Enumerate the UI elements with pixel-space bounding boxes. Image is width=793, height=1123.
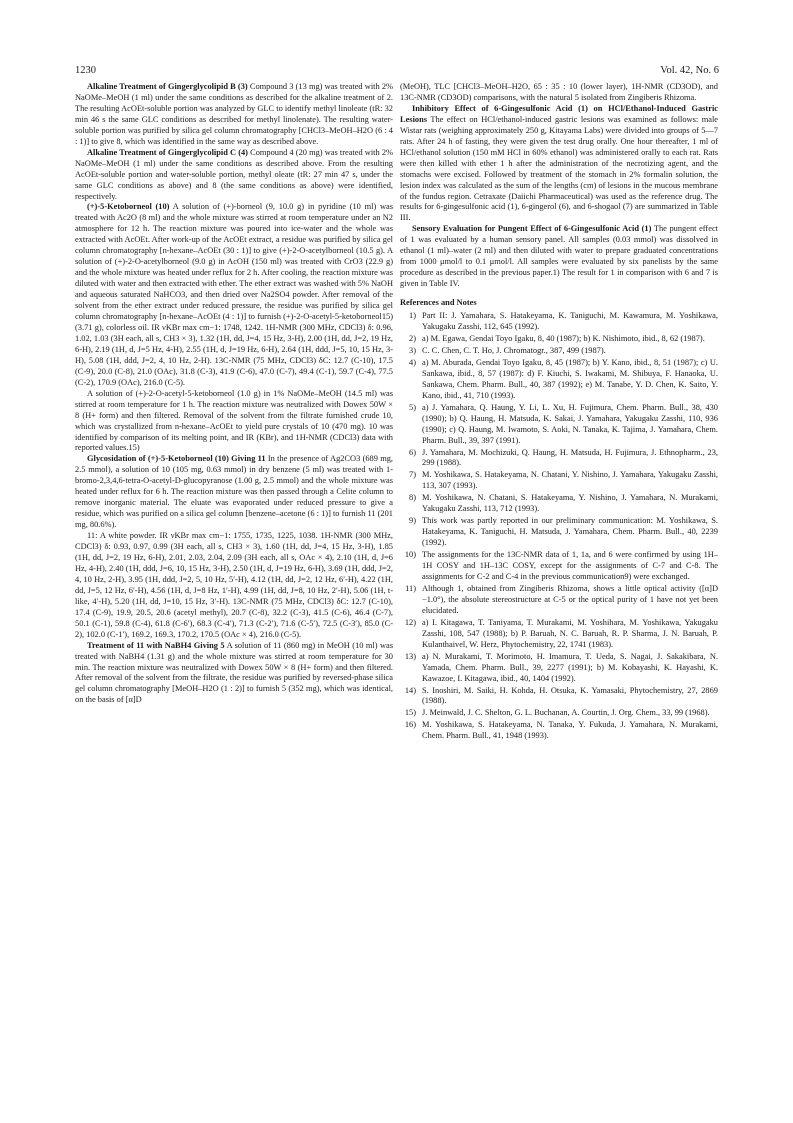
page-number: 1230	[75, 65, 96, 76]
paragraph-compound-11	[75, 531, 393, 641]
paragraph-heading: Treatment of 11 with NaBH4 Giving 5	[87, 640, 225, 650]
reference-text: a) M. Egawa, Gendai Toyo Igaku, 8, 40 (1987); b) K. Nishimoto, ibid., 8, 62 (1987).	[422, 333, 705, 343]
reference-text: M. Yoshikawa, S. Hatakeyama, N. Tanaka, Y. Fukuda, J. Yamahara, N. Murakami, Chem. Pharm. Bull., 41, 1948 (1993).	[422, 720, 718, 741]
references-heading: References and Notes	[400, 298, 477, 308]
paragraph-heading: Alkaline Treatment of Gingerglycolipid C (4)	[87, 147, 248, 157]
paragraph-nabh4	[75, 641, 393, 707]
reference-text: M. Yoshikawa, S. Hatakeyama, N. Chatani, Y. Nishino, J. Yamahara, Yakugaku Zasshi, 113, 307 (1993).	[422, 470, 718, 491]
left-column	[75, 82, 393, 706]
reference-item	[400, 311, 718, 333]
reference-number: 3)	[409, 345, 416, 355]
reference-number: 12)	[404, 617, 416, 627]
paragraph-text: In the presence of Ag2CO3 (689 mg, 2.5 mmol), a solution of 10 (105 mg, 0.63 mmol) in dry benzene (5 ml) was treated with 1-bromo-2,3,4,6-tetra-O-acetyl-D-glucopyranose (1.00 g, 2.5 mmol) and the whole mixture was heated under reflux for 6 h. The reaction mixture was then passed through a Celite column to remove inorganic material. The eluate was evaporated under reduced pressure to give a residue, which was purified on a silica gel column [benzene–acetone (6 : 1)] to furnish 11 (201 mg, 80.6%).	[75, 454, 393, 530]
paragraph-text: Compound 4 (20 mg) was treated with 2% NaOMe–MeOH (1 ml) under the same conditions as described above. From the resulting AcOEt-soluble portion and water-soluble portion, methyl oleate (tR: 27 min 47 s, under the same GLC conditions as above) and 8 (the same conditions as above) were identified, respectively.	[75, 147, 393, 201]
paragraph-ketoborneol-hydrolysis	[75, 389, 393, 455]
references-list	[400, 311, 718, 742]
paragraph-heading: Glycosidation of (+)-5-Ketoborneol (10) Giving 11	[87, 454, 266, 464]
reference-number: 13)	[404, 651, 416, 661]
paragraph-ketoborneol	[75, 202, 393, 388]
reference-number: 16)	[404, 720, 416, 730]
reference-text: C. C. Chen, C. T. Ho, J. Chromatogr., 387, 499 (1987).	[422, 345, 606, 355]
reference-text: S. Inoshiri, M. Saiki, H. Kohda, H. Otsuka, K. Yamasaki, Phytochemistry, 27, 2869 (1988).	[422, 685, 718, 706]
reference-number: 9)	[409, 516, 416, 526]
reference-text: Part II: J. Yamahara, S. Hatakeyama, K. Taniguchi, M. Kawamura, M. Yoshikawa, Yakugaku Zasshi, 112, 645 (1992).	[422, 311, 718, 332]
paragraph-glycosidation	[75, 454, 393, 531]
paragraph-text: A solution of 11 (860 mg) in MeOH (10 ml) was treated with NaBH4 (1.31 g) and the whole mixture was stirred at room temperature for 30 min. The reaction mixture was neutralized with Dowex 50W × 8 (H+ form) and then filtered. After removal of the solvent from the filtrate, the residue was purified by reversed-phase silica gel column chromatography [MeOH–H2O (1 : 2)] to furnish 5 (352 mg), which was identical, on the basis of [α]D	[75, 640, 393, 705]
paragraph-text: The pungent effect of 1 was evaluated by a human sensory panel. All samples (0.03 mmol) was dissolved in ethanol (1 ml)–water (2 ml) and then diluted with water to prepare graduated concentrations from 1000 μmol/l to 0.1 μmol/l. All samples were evaluated by six panelists by the same procedure as described in the previous paper.1) The result for 1 in comparison with 6 and 7 is given in Table IV.	[400, 224, 718, 289]
reference-number: 11)	[405, 583, 416, 593]
reference-item	[400, 618, 718, 651]
paragraph-text: 11: A white powder. IR νKBr max cm−1: 1755, 1735, 1225, 1038. 1H-NMR (300 MHz, CDCl3) δ: 0.93, 0.97, 0.99 (3H each, all s, CH3 × 3), 1.60 (1H, dd, J=4, 15 Hz, 3-H), 1.85 (1H, dd, J=2, 19 Hz, 6-H), 2.01, 2.03, 2.04, 2.09 (3H each, all s, OAc × 4), 2.10 (1H, d, J=6 Hz, 4-H), 2.40 (1H, ddd, J=6, 10, 15 Hz, 3-H), 2.50 (1H, d, J=19 Hz, 6-H), 3.69 (1H, ddd, J=2, 4, 10 Hz, 2-H), 3.95 (1H, ddd, J=2, 5, 10 Hz, 5′-H), 4.12 (1H, dd, J=2, 12 Hz, 6′-H), 4.22 (1H, dd, J=5, 12 Hz, 6′-H), 4.56 (1H, d, J=8 Hz, 1′-H), 4.99 (1H, dd, J=8, 10 Hz, 2′-H), 5.06 (1H, t-like, 4′-H), 5.20 (1H, dd, J=10, 15 Hz, 3′-H). 13C-NMR (75 MHz, CDCl3) δC: 12.7 (C-10), 17.4 (C-9), 19.9, 20.5, 20.6 (acetyl methyl), 20.7 (C-8), 32.2 (C-3), 41.5 (C-6), 46.4 (C-7), 50.1 (C-1), 59.8 (C-4), 61.8 (C-6′), 68.3 (C-4′), 71.3 (C-2′), 71.6 (C-5′), 72.5 (C-3′), 85.0 (C-2), 102.0 (C-1′), 169.2, 169.3, 170.2, 170.5 (OAc × 4), 216.0 (C-5).	[75, 531, 393, 639]
reference-item	[400, 493, 718, 515]
paragraph-heading: Sensory Evaluation for Pungent Effect of 6-Gingesulfonic Acid (1)	[412, 224, 652, 234]
reference-text: M. Yoshikawa, N. Chatani, S. Hatakeyama, Y. Nishino, J. Yamahara, N. Murakami, Yakugaku Zasshi, 113, 712 (1993).	[422, 493, 718, 514]
reference-text: a) I. Kitagawa, T. Taniyama, T. Murakami, M. Yoshihara, M. Yoshikawa, Yakugaku Zasshi, 108, 547 (1988); b) P. Baruah, N. C. Baruah, R. P. Sharma, J. N. Baruah, P. Kulanthaivel, W. Herz, Phytochemistry, 22, 1741 (1983).	[422, 617, 718, 649]
reference-item	[400, 550, 718, 583]
paragraph-sensory	[400, 224, 718, 290]
right-column	[400, 82, 718, 743]
reference-item	[400, 334, 718, 345]
reference-item	[400, 403, 718, 447]
reference-number: 15)	[404, 708, 416, 718]
reference-number: 8)	[409, 493, 416, 503]
reference-item	[400, 358, 718, 402]
reference-item	[400, 708, 718, 719]
paragraph-text: The effect on HCl/ethanol-induced gastric lesions was examined as follows: male Wistar rats (weighing approximately 250 g, Kitayama Labs) were divided into groups of 5—7 rats. After 24 h of fasting, they were given the test drug orally. One hour thereafter, 1 ml of HCl/ethanol solution (150 mM HCl in 60% ethanol) was administered orally to each rat. Rats were then killed with ether 1 h after the administration of the necrotizing agent, and the stomachs were excised. Followed by treatment of the stomach in 2% formalin solution, the lesion index was calculated as the sum of the lengths (cm) of lesions in the mucous membrane of the fundus region. Cetraxate (Daiichi Pharmaceutical) was used as the reference drug. The results for 6-gingesulfonic acid (1), 6-gingerol (6), and 6-shogaol (7) are summarized in Table III.	[400, 114, 718, 223]
reference-item	[400, 516, 718, 549]
paragraph-text: A solution of (+)-borneol (9, 10.0 g) in pyridine (10 ml) was treated with Ac2O (8 ml) and the whole mixture was stirred at room temperature under an N2 atmosphere for 12 h. The reaction mixture was poured into ice-water and the whole was extracted with AcOEt. After work-up of the AcOEt extract, a residue was purified by silica gel column chromatography [n-hexane–AcOEt (30 : 1)] to give (+)-2-O-acetylborneol (10.5 g). A solution of (+)-2-O-acetylborneol (9.0 g) in AcOH (150 ml) was treated with CrO3 (22.9 g) and the whole mixture was heated under reflux for 2 h. After cooling, the reaction mixture was diluted with water and then extracted with ether. The ether extract was washed with 5% NaOH and aqueous saturated NaHCO3, and then dried over Na2SO4 powder. After removal of the solvent from the ether extract under reduced pressure, the residue was purified by silica gel column chromatography [n-hexane–AcOEt (4 : 1)] to furnish (+)-2-O-acetyl-5-ketoborneol15) (3.71 g), colorless oil. IR νKBr max cm−1: 1748, 1242. 1H-NMR (300 MHz, CDCl3) δ: 0.96, 1.02, 1.03 (3H each, all s, CH3 × 3), 1.32 (1H, dd, J=4, 15 Hz, 3-H), 2.00 (1H, dd, J=2, 19 Hz, 6-H), 2.19 (1H, d, J=5 Hz, 4-H), 2.55 (1H, d, J=19 Hz, 6-H), 2.64 (1H, ddd, J=5, 10, 15 Hz, 3-H), 5.08 (1H, ddd, J=2, 4, 10 Hz, 2-H). 13C-NMR (75 MHz, CDCl3) δC: 12.7 (C-10), 17.5 (C-9), 20.0 (C-8), 21.0 (OAc), 31.8 (C-3), 41.9 (C-6), 47.0 (C-7), 49.4 (C-1), 59.7 (C-4), 77.5 (C-2), 170.9 (OAc), 216.0 (C-5).	[75, 202, 393, 387]
reference-number: 2)	[409, 333, 416, 343]
reference-number: 10)	[404, 550, 416, 560]
paragraph-heading: Alkaline Treatment of Gingerglycolipid B (3)	[87, 82, 248, 91]
reference-text: J. Yamahara, M. Mochizuki, Q. Haung, H. Matsuda, H. Fujimura, J. Ethnopharm., 23, 299 (1988).	[422, 447, 718, 468]
reference-item	[400, 448, 718, 470]
reference-item	[400, 686, 718, 708]
reference-text: a) N. Murakami, T. Morimoto, H. Imamura, T. Ueda, S. Nagai, J. Sakakibara, N. Yamada, Chem. Pharm. Bull., 39, 2277 (1991); b) M. Kobayashi, K. Hayashi, K. Kawazoe, I. Kitagawa, ibid., 40, 1404 (1992).	[422, 651, 718, 683]
reference-text: This work was partly reported in our preliminary communication: M. Yoshikawa, S. Hatakeyama, K. Taniguchi, H. Matsuda, J. Yamahara, Chem. Pharm. Bull., 40, 2239 (1992).	[422, 516, 718, 548]
paragraph-gastric-lesions	[400, 104, 718, 224]
reference-text: Although 1, obtained from Zingiberis Rhizoma, shows a little optical activity ([α]D −1.0°), the absolute stereostructure at C-5 or the optical purity of 1 have not yet been elucidated.	[422, 583, 718, 615]
reference-number: 6)	[409, 447, 416, 457]
paragraph-alkaline-c	[75, 148, 393, 203]
paragraph-continued	[400, 82, 718, 104]
paragraph-heading: (+)-5-Ketoborneol (10)	[87, 202, 170, 212]
paragraph-text: (MeOH), TLC [CHCl3–MeOH–H2O, 65 : 35 : 10 (lower layer), 1H-NMR (CD3OD), and 13C-NMR (CD3OD) comparisons, with the natural 5 isolated from Zingiberis Rhizoma.	[400, 82, 718, 102]
reference-text: a) J. Yamahara, Q. Haung, Y. Li, L. Xu, H. Fujimura, Chem. Pharm. Bull., 38, 430 (1990); b) Q. Haung, H. Matsuda, K. Sakai, J. Yamahara, Yakugaku Zasshi, 110, 936 (1990); c) Q. Haung, M. Iwamoto, S. Aoki, N. Tanaka, K. Tajima, J. Yamahara, Chem. Pharm. Bull., 39, 397 (1991).	[422, 402, 718, 445]
paragraph-text: Compound 3 (13 mg) was treated with 2% NaOMe–MeOH (1 ml) under the same conditions as described for the alkaline treatment of 2. The resulting AcOEt-soluble portion was analyzed by GLC to identify methyl linoleate (tR: 32 min 46 s the same GLC conditions as described for methyl linolenate). The resulting water-soluble portion was purified by silica gel column chromatography [CHCl3–MeOH–H2O (6 : 4 : 1)] to give 8, which was identified in the same way as described above.	[75, 82, 394, 146]
reference-number: 14)	[404, 685, 416, 695]
paragraph-alkaline-b	[75, 82, 393, 148]
reference-item	[400, 584, 718, 617]
reference-number: 4)	[409, 357, 416, 367]
reference-text: The assignments for the 13C-NMR data of 1, 1a, and 6 were confirmed by using 1H–1H COSY and 1H–13C COSY, except for the assignments of C-7 and C-8. The assignments for C-2 and C-4 in the previous communication9) were exchanged.	[422, 550, 718, 581]
paragraph-text: A solution of (+)-2-O-acetyl-5-ketoborneol (1.0 g) in 1% NaOMe–MeOH (14.5 ml) was stirred at room temperature for 1 h. The reaction mixture was neutralized with Dowex 50W × 8 (H+ form) and then filtered. Removal of the solvent from the filtrate furnished crude 10, which was crystallized from n-hexane–AcOEt to yield pure crystals of 10 (470 mg). 10 was identified by comparison of its melting point, and IR (KBr), and 1H-NMR (CDCl3) data with reported values.15)	[75, 388, 393, 453]
reference-number: 5)	[409, 402, 416, 412]
journal-volume: Vol. 42, No. 6	[660, 65, 719, 76]
reference-item	[400, 720, 718, 742]
reference-text: J. Meinwald, J. C. Shelton, G. L. Buchanan, A. Courtin, J. Org. Chem., 33, 99 (1968).	[422, 708, 710, 718]
reference-number: 7)	[409, 470, 416, 480]
reference-number: 1)	[409, 311, 416, 321]
reference-item	[400, 470, 718, 492]
reference-item	[400, 652, 718, 685]
reference-item	[400, 346, 718, 357]
paragraph-heading: Inhibitory Effect of 6-Gingesulfonic Acid (1) on HCl/Ethanol-Induced Gastric Lesions	[400, 103, 718, 124]
reference-text: a) M. Aburada, Gendai Toyo Igaku, 8, 45 (1987); b) Y. Kano, ibid., 8, 51 (1987); c) U. Sankawa, ibid., 8, 57 (1987): d) F. Kiuchi, S. Iwakami, M. Shibuya, F. Hanaoka, U. Sankawa, Chem. Pharm. Bull., 40, 387 (1992); e) M. Tanabe, Y. D. Chen, K. Saito, Y. Kano, ibid., 41, 710 (1993).	[422, 357, 718, 400]
